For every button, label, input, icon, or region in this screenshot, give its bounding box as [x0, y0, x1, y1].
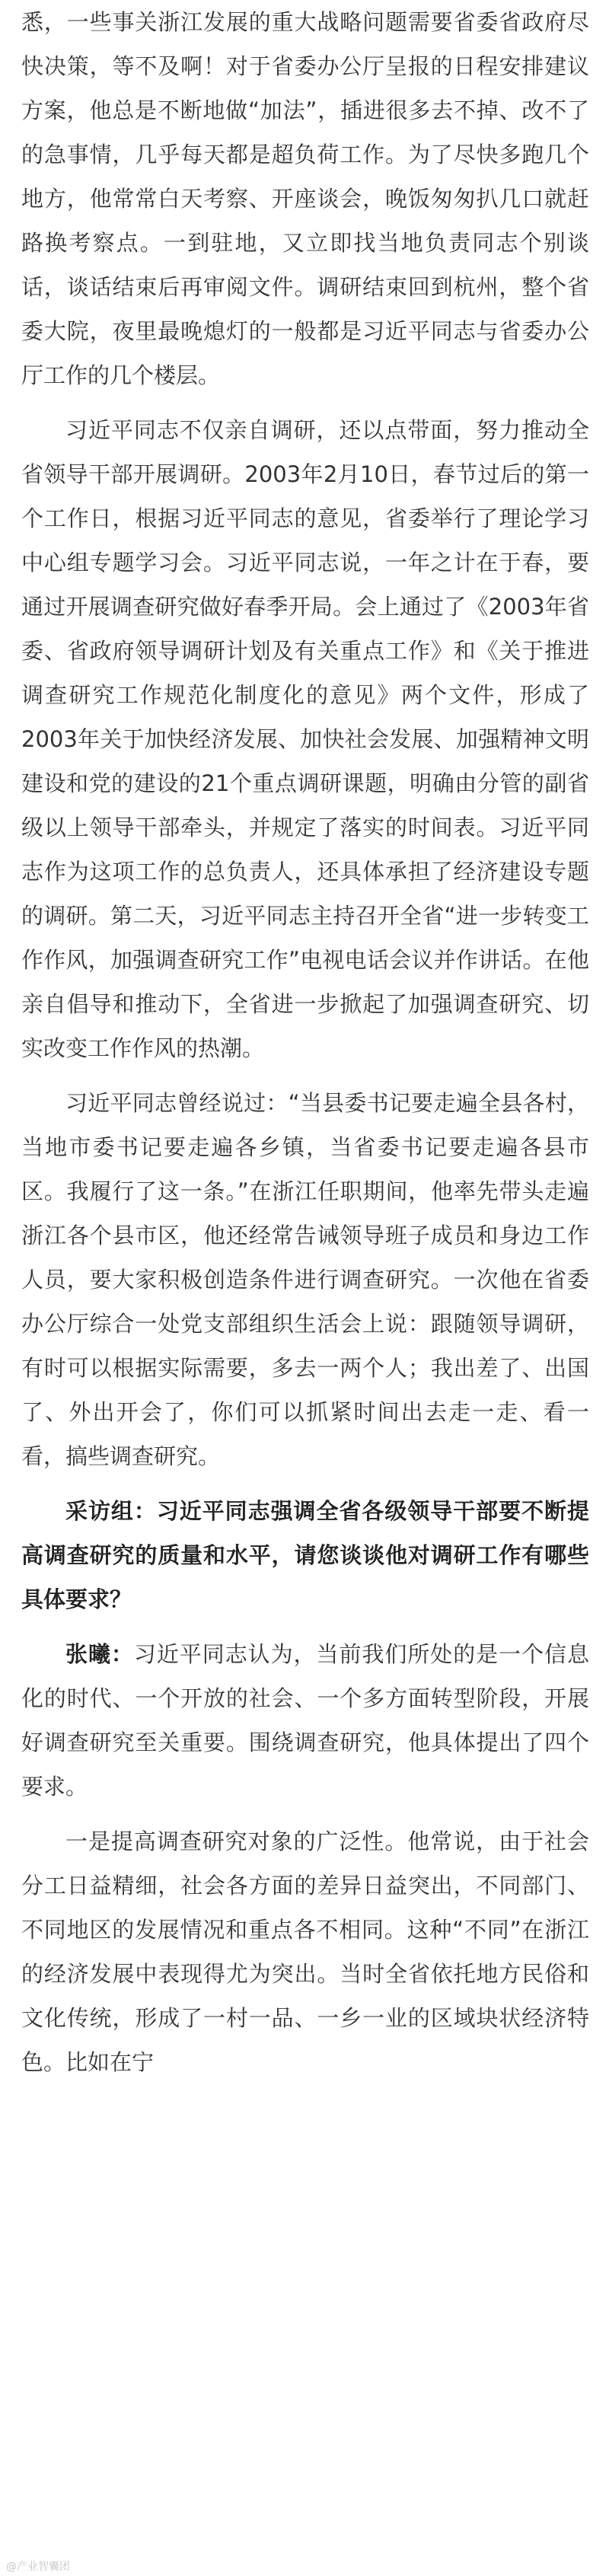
answer-text: 习近平同志认为，当前我们所处的是一个信息化的时代、一个开放的社会、一个多方面转型阶段，开展好调查研究至关重要。围绕调查研究，他具体提出了四个要求。 — [21, 1641, 589, 1800]
article-paragraph: 习近平同志曾经说过：“当县委书记要走遍全县各村，当地市委书记要走遍各乡镇，当省委书记要走遍各县市区。我履行了这一条。”在浙江任职期间，他率先带头走遍浙江各个县市区，他还经常告诫领导班子成员和身边工作人员，要大家积极创造条件进行调查研究。一次他在省委办公厅综合一处党支部组织生活会上说：跟随领导调研，有时可以根据实际需要，多去一两个人；我出差了、出国了、外出开会了，你们可以抓紧时间出去走一走、看一看，搞些调查研究。 — [21, 1090, 589, 1469]
article-paragraph: 一是提高调查研究对象的广泛性。他常说，由于社会分工日益精细，社会各方面的差异日益突出，不同部门、不同地区的发展情况和重点各不相同。这种“不同”在浙江的经济发展中表现得尤为突出。当时全省依托地方民俗和文化传统，形成了一村一品、一乡一业的区域块状经济特色。比如在宁 — [21, 1828, 589, 2075]
article-paragraph: 习近平同志不仅亲自调研，还以点带面，努力推动全省领导干部开展调研。2003年2月10日，春节过后的第一个工作日，根据习近平同志的意见，省委举行了理论学习中心组专题学习会。习近平同志说，一年之计在于春，要通过开展调查研究做好春季开局。会上通过了《2003年省委、省政府领导调研计划及有关重点工作》和《关于推进调查研究工作规范化制度化的意见》两个文件，形成了2003年关于加快经济发展、加快社会发展、加强精神文明建设和党的建设的21个重点调研课题，明确由分管的副省级以上领导干部牵头，并规定了落实的时间表。习近平同志作为这项工作的总负责人，还具体承担了经济建设专题的调研。第二天，习近平同志主持召开全省“进一步转变工作作风，加强调查研究工作”电视电话会议并作讲话。在他亲自倡导和推动下，全省进一步掀起了加强调查研究、切实改变工作作风的热潮。 — [21, 417, 589, 1061]
interview-answer — [21, 1632, 589, 1809]
interview-question: 采访组：习近平同志强调全省各级领导干部要不断提高调查研究的质量和水平，请您谈谈他对调研工作有哪些具体要求？ — [21, 1498, 589, 1612]
watermark: @产业智囊团 — [6, 2561, 70, 2573]
article-paragraph: 悉，一些事关浙江发展的重大战略问题需要省委省政府尽快决策，等不及啊！对于省委办公厅呈报的日程安排建议方案，他总是不断地做“加法”，插进很多去不掉、改不了的急事情，几乎每天都是超负荷工作。为了尽快多跑几个地方，他常常白天考察、开座谈会，晚饭匆匆扒几口就赶路换考察点。一到驻地，又立即找当地负责同志个别谈话，谈话结束后再审阅文件。调研结束回到杭州，整个省委大院，夜里最晚熄灯的一般都是习近平同志与省委办公厅工作的几个楼层。 — [21, 9, 589, 388]
speaker-name: 张曦： — [65, 1641, 134, 1667]
